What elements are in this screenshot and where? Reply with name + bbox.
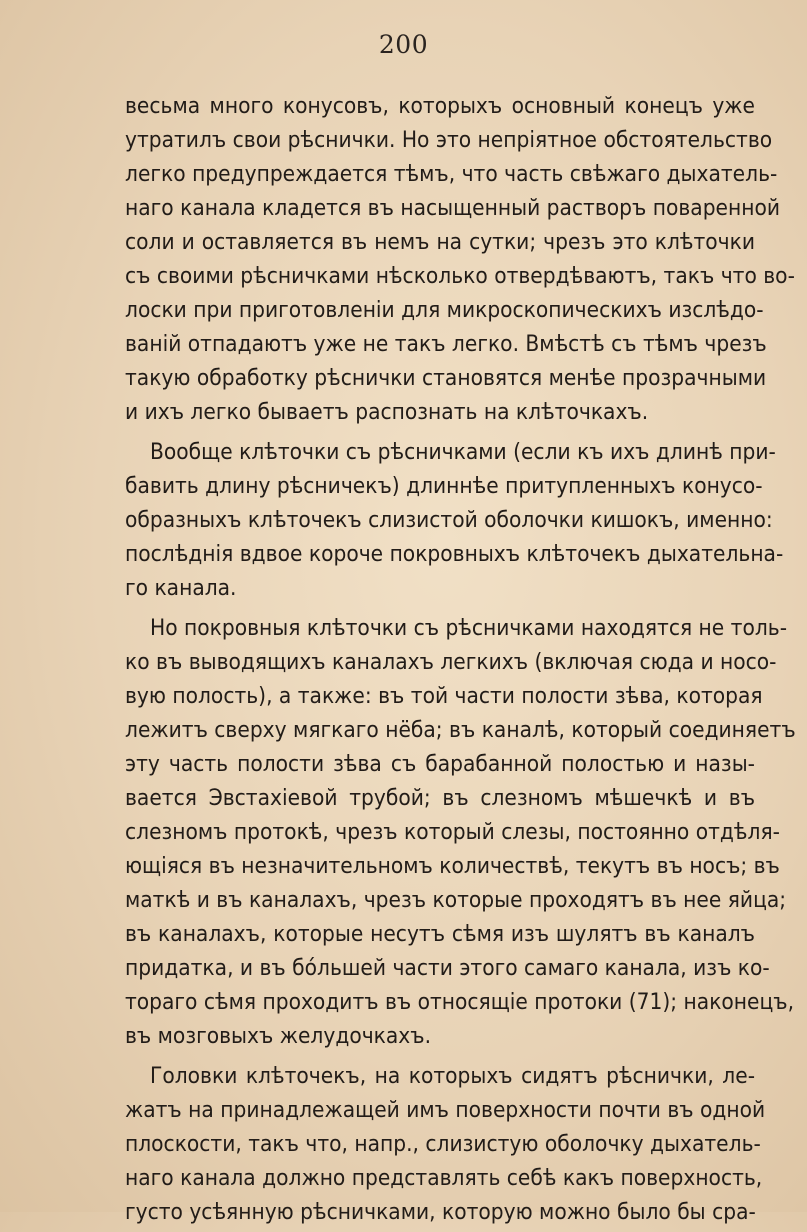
text-line: придатка, и въ бóльшей части этого самаго канала, изъ ко- xyxy=(125,955,770,981)
text-line: ющіяся въ незначительномъ количествѣ, текутъ въ носъ; въ xyxy=(125,853,780,879)
text-line: лежитъ сверху мягкаго нёба; въ каналѣ, который соединяетъ xyxy=(125,717,796,743)
text-line: наго канала должно представлять себѣ какъ поверхность, xyxy=(125,1165,763,1191)
text-line: Головки клѣточекъ, на которыхъ сидятъ рѣснички, ле- xyxy=(150,1063,755,1089)
text-line: ваній отпадаютъ уже не такъ легко. Вмѣстѣ съ тѣмъ чрезъ xyxy=(125,331,767,357)
text-line: въ мозговыхъ желудочкахъ. xyxy=(125,1023,432,1049)
text-line: бавить длину рѣсничекъ) длиннѣе притупленныхъ конусо- xyxy=(125,473,763,499)
text-line: маткѣ и въ каналахъ, чрезъ которые проходятъ въ нее яйца; xyxy=(125,887,787,913)
text-line: и ихъ легко бываетъ распознать на клѣточкахъ. xyxy=(125,399,649,425)
text-line: го канала. xyxy=(125,575,237,601)
text-line: вую полость), а также: въ той части полости зѣва, которая xyxy=(125,683,763,709)
text-line: лоски при приготовленіи для микроскопическихъ изслѣдо- xyxy=(125,297,764,323)
text-line: весьма много конусовъ, которыхъ основный конецъ уже xyxy=(125,93,755,119)
text-line: образныхъ клѣточекъ слизистой оболочки кишокъ, именно: xyxy=(125,507,773,533)
text-line: наго канала кладется въ насыщенный растворъ поваренной xyxy=(125,195,781,221)
text-line: въ каналахъ, которые несутъ сѣмя изъ шулятъ въ каналъ xyxy=(125,921,755,947)
text-line: плоскости, такъ что, напр., слизистую оболочку дыхатель- xyxy=(125,1131,761,1157)
text-line: легко предупреждается тѣмъ, что часть свѣжаго дыхатель- xyxy=(125,161,778,187)
text-line: слезномъ протокѣ, чрезъ который слезы, постоянно отдѣля- xyxy=(125,819,780,845)
text-line: такую обработку рѣснички становятся менѣе прозрачными xyxy=(125,365,767,391)
text-line: вается Эвстахіевой трубой; въ слезномъ мѣшечкѣ и въ xyxy=(125,785,755,811)
text-line: утратилъ свои рѣснички. Но это непріятное обстоятельство xyxy=(125,127,773,153)
text-line: ко въ выводящихъ каналахъ легкихъ (включая сюда и носо- xyxy=(125,649,777,675)
text-line: Но покровныя клѣточки съ рѣсничками находятся не толь- xyxy=(150,615,788,641)
text-line: съ своими рѣсничками нѣсколько отвердѣваютъ, такъ что во- xyxy=(125,263,795,289)
text-line: соли и оставляется въ немъ на сутки; чрезъ это клѣточки xyxy=(125,229,755,255)
text-line: тораго сѣмя проходитъ въ относящіе протоки (71); наконецъ, xyxy=(125,989,795,1015)
text-line: Вообще клѣточки съ рѣсничками (если къ ихъ длинѣ при- xyxy=(150,439,776,465)
text-line: жатъ на принадлежащей имъ поверхности почти въ одной xyxy=(125,1097,766,1123)
text-line: послѣднія вдвое короче покровныхъ клѣточекъ дыхательна- xyxy=(125,541,784,567)
text-line: эту часть полости зѣва съ барабанной полостью и назы- xyxy=(125,751,755,777)
text-line: густо усѣянную рѣсничками, которую можно было бы сра- xyxy=(125,1199,756,1225)
page-number: 200 xyxy=(378,30,429,59)
